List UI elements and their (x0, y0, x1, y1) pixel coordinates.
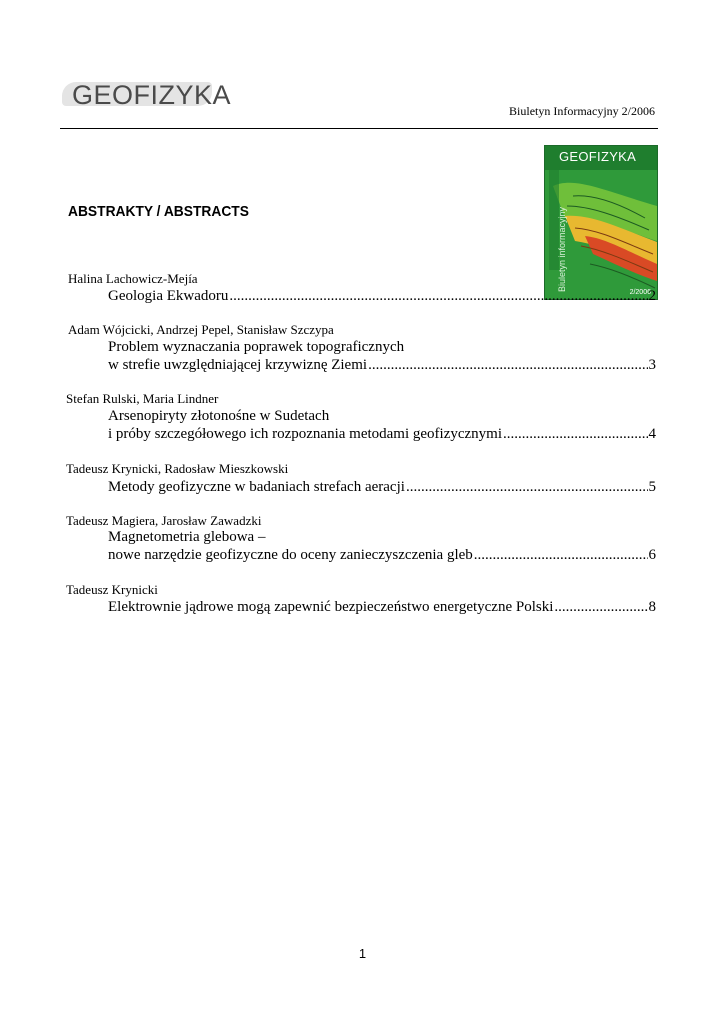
entry-title-line: Problem wyznaczania poprawek topograficznych (108, 339, 405, 355)
entry-title-line: Arsenopiryty złotonośne w Sudetach (108, 408, 330, 424)
entry-page: 8 (648, 599, 656, 615)
leader-dots (229, 287, 647, 305)
entry-authors: Tadeusz Krynicki, Radosław Mieszkowski (66, 461, 289, 476)
entry-page: 5 (648, 479, 656, 495)
leader-dots (474, 546, 648, 564)
entry-page: 3 (648, 357, 656, 373)
entry-authors: Adam Wójcicki, Andrzej Pepel, Stanisław Szczypa (68, 322, 334, 337)
leader-dots (503, 425, 647, 443)
entry-title: i próby szczegółowego ich rozpoznania metodami geofizycznymi (108, 426, 503, 442)
entry-page: 6 (648, 547, 656, 563)
cover-issue: 2/2006 (629, 289, 651, 296)
journal-cover-image (544, 145, 658, 300)
entry-authors: Stefan Rulski, Maria Lindner (66, 391, 219, 406)
entry-authors: Tadeusz Magiera, Jarosław Zawadzki (66, 513, 262, 528)
page-title: ABSTRAKTY / ABSTRACTS (68, 203, 249, 220)
entry-title: Metody geofizyczne w badaniach strefach aeracji (108, 479, 405, 495)
leader-dots (368, 356, 647, 374)
geofizyka-logo (62, 79, 252, 111)
entry-authors: Halina Lachowicz-Mejía (68, 271, 198, 286)
page-number: 1 (358, 946, 367, 961)
entry-title: nowe narzędzie geofizyczne do oceny zanieczyszczenia gleb (108, 547, 473, 563)
entry-title-line[interactable] (108, 478, 656, 496)
entry-title-line[interactable] (108, 546, 656, 564)
entry-title-line: Magnetometria glebowa – (108, 529, 266, 545)
bulletin-issue: Biuletyn Informacyjny 2/2006 (509, 104, 655, 118)
cover-title: GEOFIZYKA (559, 149, 637, 164)
entry-page: 2 (648, 288, 656, 304)
entry-title: Elektrownie jądrowe mogą zapewnić bezpieczeństwo energetyczne Polski (108, 599, 554, 615)
leader-dots (406, 478, 648, 496)
entry-title: w strefie uwzględniającej krzywiznę Ziemi (108, 357, 368, 373)
entry-authors: Tadeusz Krynicki (66, 582, 158, 597)
entry-title-line[interactable] (108, 598, 656, 616)
cover-series: Biuletyn informacyjny (557, 206, 567, 292)
entry-title-line[interactable] (108, 425, 656, 443)
entry-title: Geologia Ekwadoru (108, 288, 229, 304)
entry-title-line[interactable] (108, 287, 656, 305)
header-rule (60, 128, 658, 129)
logo-text: GEOFIZYKA (72, 80, 232, 110)
leader-dots (554, 598, 647, 616)
entry-page: 4 (648, 426, 656, 442)
entry-title-line[interactable] (108, 356, 656, 374)
